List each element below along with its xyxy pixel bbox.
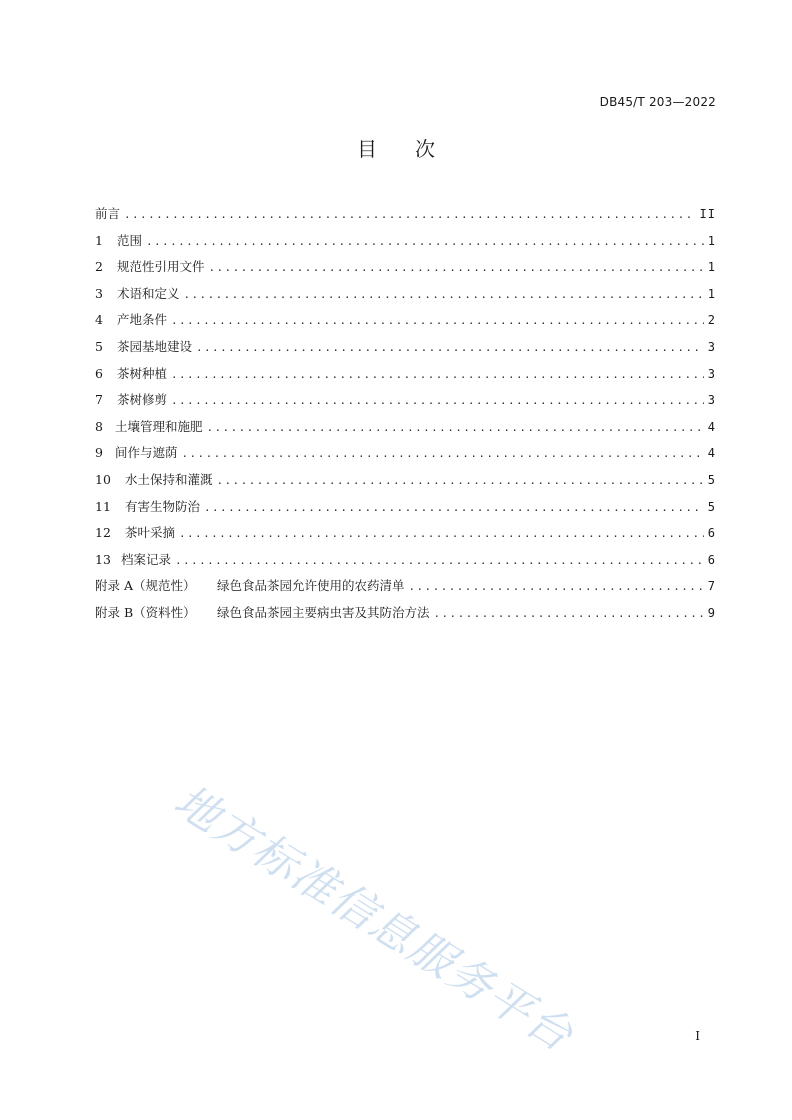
- toc-entry-12[interactable]: [95, 520, 716, 547]
- toc-entry-page: 6: [707, 552, 716, 567]
- standard-code: DB45/T 203—2022: [599, 95, 716, 109]
- toc-leader-dots: [217, 468, 704, 495]
- toc-leader-dots: [204, 495, 704, 522]
- toc-entry-2[interactable]: [95, 254, 716, 281]
- toc-entry-page: 2: [707, 313, 716, 328]
- toc-entry-page: 7: [707, 579, 716, 594]
- toc-entry-number: 2: [95, 259, 103, 275]
- toc-entry-label: 产地条件: [117, 312, 168, 328]
- toc-entry-8[interactable]: [95, 414, 716, 441]
- toc-entry-13[interactable]: [95, 547, 716, 574]
- toc-entry-number: 附录 B（资料性）: [95, 604, 196, 620]
- toc-entry-number: 9: [95, 445, 103, 461]
- toc-entry-page: II: [699, 207, 716, 221]
- toc-entry-label: 茶园基地建设: [117, 338, 193, 354]
- toc-entry-page: 3: [707, 393, 716, 408]
- toc-entry-page: 3: [707, 339, 716, 354]
- toc-entry-11[interactable]: [95, 494, 716, 521]
- toc-entry-page: 9: [707, 605, 716, 620]
- toc-entry-page: 5: [707, 472, 716, 487]
- toc-leader-dots: [196, 335, 704, 362]
- watermark: 地方标准信息服务平台: [165, 775, 583, 1063]
- toc-entry-page: 1: [707, 286, 716, 301]
- toc-entry-annex-b[interactable]: [95, 600, 716, 627]
- toc-leader-dots: [179, 521, 704, 548]
- toc-title-part1: 目: [357, 137, 377, 161]
- toc-leader-dots: [175, 548, 704, 575]
- toc-entry-label: 间作与遮荫: [115, 445, 178, 461]
- toc-leader-dots: [171, 388, 704, 415]
- toc-entry-label: 有害生物防治: [125, 498, 201, 514]
- toc-entry-number: 1: [95, 232, 103, 248]
- toc-entry-page: 3: [707, 366, 716, 381]
- toc-entry-number: 11: [95, 498, 111, 514]
- toc-entry-1[interactable]: [95, 228, 716, 255]
- toc-entry-page: 4: [707, 446, 716, 461]
- toc-entry-page: 4: [707, 419, 716, 434]
- toc-entry-number: 7: [95, 392, 103, 408]
- toc-entry-number: 5: [95, 338, 103, 354]
- toc-entry-page: 5: [707, 499, 716, 514]
- toc-entry-page: 1: [707, 233, 716, 248]
- page-number: I: [695, 1029, 700, 1043]
- toc-leader-dots: [434, 601, 704, 628]
- toc-entry-label: 绿色食品茶园主要病虫害及其防治方法: [217, 604, 430, 620]
- toc-entry-label: 前言: [95, 206, 121, 221]
- toc-entry-label: 水土保持和灌溉: [125, 471, 213, 487]
- toc-entry-number: 12: [95, 525, 111, 541]
- toc-entry-label: 茶叶采摘: [125, 525, 176, 541]
- toc-entry-annex-a[interactable]: [95, 573, 716, 600]
- toc-entry-4[interactable]: [95, 307, 716, 334]
- toc-leader-dots: [207, 415, 704, 442]
- table-of-contents: [95, 201, 716, 627]
- toc-entry-10[interactable]: [95, 467, 716, 494]
- toc-entry-label: 术语和定义: [117, 285, 180, 301]
- toc-entry-page: 1: [707, 260, 716, 275]
- toc-entry-label: 茶树修剪: [117, 392, 168, 408]
- toc-entry-number: 4: [95, 312, 103, 328]
- toc-entry-6[interactable]: [95, 361, 716, 388]
- toc-entry-number: 13: [95, 551, 111, 567]
- toc-entry-label: 档案记录: [121, 551, 172, 567]
- toc-leader-dots: [182, 441, 704, 468]
- toc-entry-label: 茶树种植: [117, 365, 168, 381]
- toc-leader-dots: [409, 574, 704, 601]
- toc-entry-label: 绿色食品茶园允许使用的农药清单: [217, 578, 405, 594]
- toc-leader-dots: [146, 229, 704, 256]
- toc-leader-dots: [171, 362, 704, 389]
- toc-leader-dots: [124, 202, 696, 229]
- toc-entry-9[interactable]: [95, 440, 716, 467]
- toc-title-part2: 次: [415, 137, 435, 161]
- toc-entry-label: 土壤管理和施肥: [115, 418, 203, 434]
- toc-entry-number: 6: [95, 365, 103, 381]
- toc-entry-page: 6: [707, 526, 716, 541]
- toc-entry-number: 3: [95, 285, 103, 301]
- toc-entry-number: 附录 A（规范性）: [95, 578, 196, 594]
- toc-entry-foreword[interactable]: [95, 201, 716, 228]
- toc-entry-number: 10: [95, 471, 111, 487]
- toc-entry-number: 8: [95, 418, 103, 434]
- toc-entry-3[interactable]: [95, 281, 716, 308]
- toc-leader-dots: [209, 255, 704, 282]
- toc-title: [0, 133, 792, 162]
- toc-entry-5[interactable]: [95, 334, 716, 361]
- toc-entry-label: 范围: [117, 232, 143, 248]
- toc-leader-dots: [184, 282, 704, 309]
- toc-entry-label: 规范性引用文件: [117, 259, 205, 275]
- toc-leader-dots: [171, 308, 704, 335]
- toc-entry-7[interactable]: [95, 387, 716, 414]
